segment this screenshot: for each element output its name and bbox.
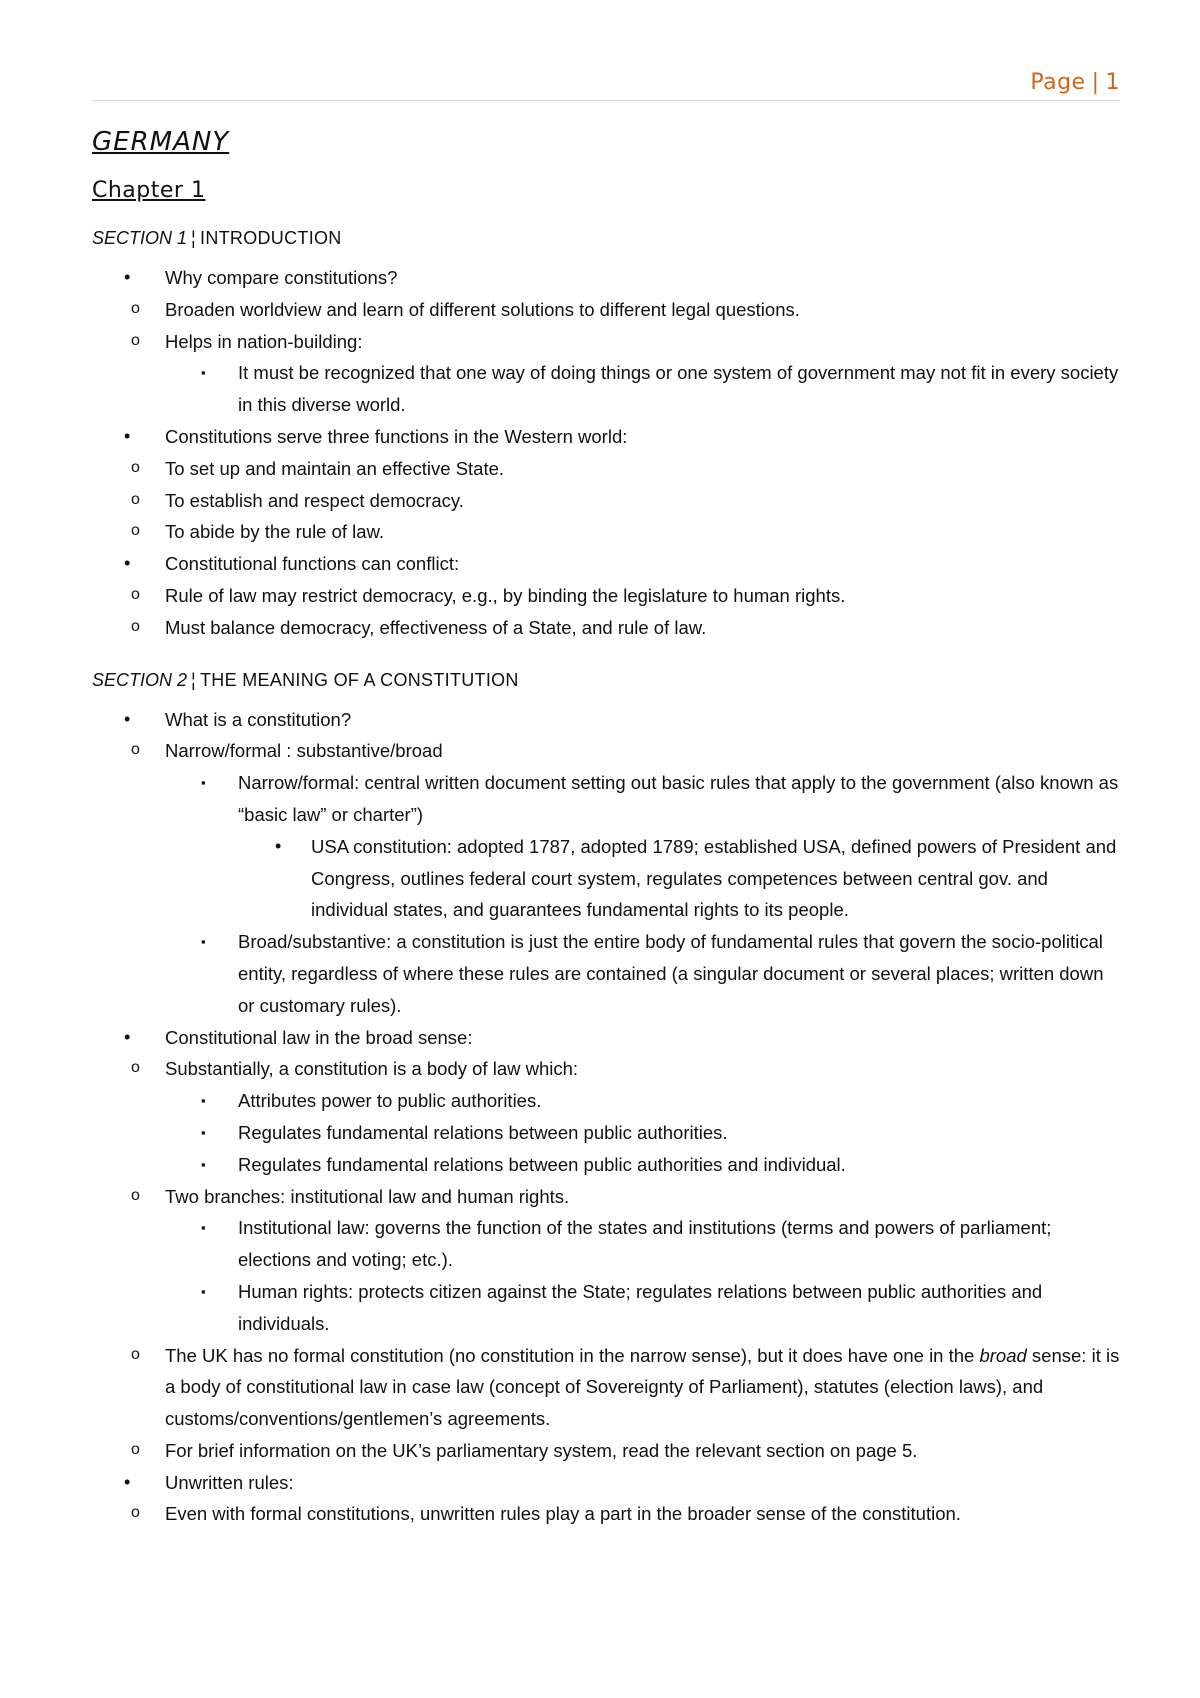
list-item <box>19 1149 1122 1181</box>
bullet-text: Constitutional functions can conflict: <box>165 553 460 575</box>
bullet-text: Constitutions serve three functions in the Western world: <box>165 425 628 447</box>
list-item <box>19 1053 1122 1180</box>
list-item <box>92 704 1122 1022</box>
list-item <box>19 1181 1122 1340</box>
list-item <box>19 1085 1122 1117</box>
list-item <box>19 926 1122 1021</box>
section-label: SECTION 2 <box>92 669 188 690</box>
bullet-text: Substantially, a constitution is a body of law which: <box>165 1058 579 1080</box>
bullet-text: Why compare constitutions? <box>165 267 398 288</box>
list-item <box>19 453 1122 485</box>
section-1-list <box>92 262 1122 644</box>
bullet-text: For brief information on the UK’s parliamentary system, read the relevant section on page 5. <box>165 1439 918 1461</box>
section-1-heading: SECTION 1 ¦ INTRODUCTION <box>92 228 342 248</box>
bullet-text: Helps in nation-building: <box>165 330 363 352</box>
list-item <box>19 516 1122 548</box>
bullet-text: The UK has no formal constitution (no constitution in the narrow sense), but it does have one in the <box>165 1344 980 1366</box>
chapter-title: Chapter 1 <box>92 178 206 203</box>
bullet-text: Constitutional law in the broad sense: <box>165 1026 473 1048</box>
list-item <box>19 485 1122 517</box>
list-item <box>19 1212 1122 1276</box>
bullet-text: sense: it is a body of constitutional law in case law (concept of Sovereignty of Parliament), statutes (election laws), and customs/conventions/gentlemen’s agreements. <box>165 1344 1120 1430</box>
bullet-text: Broaden worldview and learn of different solutions to different legal questions. <box>165 298 800 320</box>
list-item <box>19 1435 1122 1467</box>
bullet-text: Regulates fundamental relations between public authorities. <box>238 1121 728 1143</box>
list-item <box>92 1467 1122 1531</box>
document-body <box>92 122 1122 1530</box>
list-item <box>19 1117 1122 1149</box>
list-item <box>19 767 1122 926</box>
list-item <box>19 1276 1122 1340</box>
bullet-text: To set up and maintain an effective State. <box>165 457 505 479</box>
list-item <box>92 421 1122 548</box>
list-item <box>19 1340 1122 1435</box>
section-2-list <box>92 704 1122 1531</box>
bullet-text: Must balance democracy, effectiveness of a State, and rule of law. <box>165 616 707 638</box>
bullet-text: Narrow/formal : substantive/broad <box>165 740 443 762</box>
list-item <box>19 612 1122 644</box>
bullet-text: To establish and respect democracy. <box>165 489 464 511</box>
page-separator: | <box>1091 70 1100 95</box>
bullet-text: Human rights: protects citizen against the State; regulates relations between public authorities and individuals. <box>238 1280 1043 1334</box>
bullet-text: To abide by the rule of law. <box>165 521 385 543</box>
bullet-text: Attributes power to public authorities. <box>238 1090 542 1112</box>
bullet-text: What is a constitution? <box>165 708 352 730</box>
list-item <box>92 548 1122 643</box>
list-item <box>19 1498 1122 1530</box>
list-item <box>19 294 1122 326</box>
bullet-text: USA constitution: adopted 1787, adopted 1789; established USA, defined powers of President and Congress, outlines federal court system, regulates competences between central gov. and individual states, and guarantees fundamental rights to its people. <box>311 835 1117 921</box>
section-title: INTRODUCTION <box>200 228 342 248</box>
list-item <box>92 1022 1122 1467</box>
page-header <box>92 70 1120 95</box>
list-item <box>19 326 1122 421</box>
document-title: GERMANY <box>92 127 230 157</box>
list-item <box>19 735 1122 1021</box>
list-item <box>92 262 1122 421</box>
bullet-text: Institutional law: governs the function of the states and institutions (terms and powers of parliament; elections and voting; etc.). <box>238 1217 1052 1271</box>
list-item <box>19 831 1122 926</box>
section-2-heading: SECTION 2 ¦ THE MEANING OF A CONSTITUTION <box>92 669 519 690</box>
section-label: SECTION 1 <box>92 228 188 248</box>
page-number: 1 <box>1105 70 1120 95</box>
bullet-text: Two branches: institutional law and human rights. <box>165 1185 570 1207</box>
bullet-text: Rule of law may restrict democracy, e.g., by binding the legislature to human rights. <box>165 584 846 606</box>
bullet-text: It must be recognized that one way of doing things or one system of government may not fit in every society in this diverse world. <box>238 362 1119 416</box>
bullet-text: Regulates fundamental relations between public authorities and individual. <box>238 1153 846 1175</box>
bullet-text: Narrow/formal: central written document setting out basic rules that apply to the government (also known as “basic law” or charter”) <box>238 772 1119 825</box>
list-item <box>19 580 1122 612</box>
bullet-text: Even with formal constitutions, unwritten rules play a part in the broader sense of the constitution. <box>165 1503 961 1525</box>
bullet-text: Unwritten rules: <box>165 1471 294 1493</box>
header-rule <box>92 100 1120 101</box>
bullet-text: Broad/substantive: a constitution is just the entire body of fundamental rules that govern the socio-political entity, regardless of where these rules are contained (a singular document or several places; written down or customary rules). <box>238 931 1104 1016</box>
section-title: THE MEANING OF A CONSTITUTION <box>200 669 519 690</box>
page-word: Page <box>1030 70 1086 95</box>
list-item <box>19 357 1122 421</box>
emphasis-broad: broad <box>979 1344 1027 1366</box>
